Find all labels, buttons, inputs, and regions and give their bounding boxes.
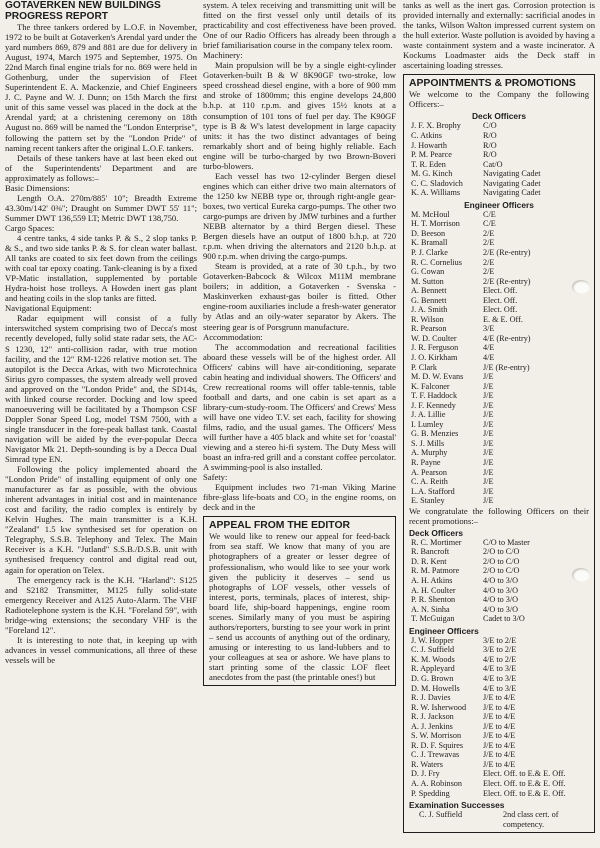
officer-rank: C/E [483, 209, 496, 219]
officer-name: P. R. Shenton [411, 595, 456, 605]
officer-name: P. J. Clarke [411, 247, 448, 257]
officer-rank: Navigating Cadet [483, 188, 541, 198]
promoted-deck-officers-table [409, 538, 530, 624]
basic-dimensions-label: Basic Dimensions: [5, 182, 70, 193]
officer-rank: 2/O to C/O [483, 556, 520, 566]
table-row [409, 439, 531, 449]
officer-rank: 4/E to 3/E [483, 673, 517, 683]
table-row [409, 150, 541, 160]
officer-rank: J/E [483, 419, 494, 429]
officer-rank: J/E to 4/E [483, 721, 516, 731]
officer-rank: Elect. Off. [483, 305, 518, 315]
table-row [409, 458, 531, 468]
table-row [409, 160, 541, 170]
officer-rank: 2/E [483, 267, 495, 277]
officer-name: J. F. Kennedy [411, 400, 456, 410]
examination-table [409, 810, 589, 829]
officer-rank: 2/E [483, 238, 495, 248]
table-row [409, 141, 541, 151]
officer-rank: 2/E [483, 228, 495, 238]
cargo-spaces-label: Cargo Spaces: [5, 222, 55, 233]
officer-rank: J/E [483, 391, 494, 401]
officer-rank: Navigating Cadet [483, 169, 541, 179]
officer-rank: 4/E (Re-entry) [483, 333, 531, 343]
officer-name: A. N. Sinha [411, 604, 450, 614]
welcome-text: We welcome to the Company the following Officers:– [409, 89, 589, 110]
officer-rank: Elect. Off. to E.& E. Off. [483, 788, 566, 798]
officer-name: J. A. Smith [411, 305, 448, 315]
table-row [409, 693, 565, 703]
officer-name: K. Falconer [411, 381, 450, 391]
officer-name: T. F. Haddock [411, 391, 458, 401]
officer-name: K. M. Woods [411, 654, 455, 664]
officer-rank: J/E [483, 458, 494, 468]
officer-rank: Elect. Off. to E.& E. Off. [483, 778, 566, 788]
officer-rank: J/E [483, 496, 494, 506]
table-row [409, 219, 531, 229]
deck-officers-table [409, 121, 541, 197]
officer-name: D. R. Kent [411, 556, 447, 566]
officer-rank: C/O to Master [483, 537, 530, 547]
appeal-text: We would like to renew our appeal for feed-back from sea staff. We know that many of you are photographers of a greater or lesser degree of professionalism, who would like to see your work given the publicity it deserves – send us photographs of LOF vessels, other vessels of interest, ports, terminals, places of interest, ship-board life, ship-board happenings, engine room scenes. Similarly many of you must be aspiring authors/reporters, bursting to see your work in print – send us accounts of anything out of the ordinary, amusing or interesting to us land-lubbers and to your colleagues at sea or ashore. We have plans to start printing some of the classic LOF fleet anecdotes from the past (the printable ones!) but [209, 531, 390, 683]
table-row [409, 334, 531, 344]
officer-rank: J/E [483, 486, 494, 496]
congratulations-text: We congratulate the following Officers on their recent promotions:– [409, 505, 589, 526]
officer-name: C. A. Reith [411, 477, 448, 487]
officer-name: R. Pearson [411, 324, 447, 334]
officer-name: D. J. Fry [411, 769, 440, 779]
table-row [409, 448, 531, 458]
officer-name: D. M. Howells [411, 683, 460, 693]
officer-rank: R/O [483, 130, 497, 140]
officer-name: D. Beeson [411, 228, 446, 238]
promoted-engineer-officers-table [409, 636, 565, 798]
officer-rank: 2/O to C/O [483, 547, 520, 557]
officer-name: R. C. Cornelius [411, 257, 462, 267]
officer-rank: J/E [483, 372, 494, 382]
deck-officers-label: Deck Officers [472, 111, 526, 122]
officer-rank: J/E [483, 448, 494, 458]
officer-rank: 4/O to 3/O [483, 595, 519, 605]
officer-name: S. W. Morrison [411, 731, 462, 741]
table-row [409, 229, 531, 239]
officer-name: T. R. Eden [411, 159, 446, 169]
officer-name: C. Atkins [411, 130, 442, 140]
officer-name: P. M. Pearce [411, 150, 452, 160]
table-row [409, 750, 565, 760]
officer-rank: Cat/O [483, 159, 503, 169]
officer-name: W. D. Coulter [411, 333, 457, 343]
officer-rank: J/E to 4/E [483, 693, 516, 703]
navigation-label: Navigational Equipment: [5, 303, 92, 314]
table-row [409, 487, 531, 497]
table-row [409, 410, 531, 420]
safety-label: Safety: [203, 472, 228, 483]
table-row [409, 188, 541, 198]
table-row [409, 353, 531, 363]
table-row [409, 547, 530, 557]
table-row [409, 121, 541, 131]
officer-name: C. J. Trewavas [411, 750, 460, 760]
table-row [409, 760, 565, 770]
navigation-paragraph-4: It is interesting to note that, in keeping up with advances in vessel communications, all three of these vessels will be [5, 634, 197, 665]
officer-rank: 3/E to 2/E [483, 635, 517, 645]
officer-rank: J/E to 4/E [483, 740, 516, 750]
officer-rank: J/E [483, 381, 494, 391]
navigation-paragraph-2: Following the policy implemented aboard the "London Pride" of installing equipment of only one manufacturer as far as possible, with the obvious inherent advantages in initial cost and in maintenance cost and facility, the radio complex is entirely by Kelvin Hughes. The main transmitter is a K.H. "Zealand" 1.5 kw synthesised set for operation on Telegraphy, S.S.B. Telephony and Telex. The Main Receiver is a K.H. "Jutland" S.S.B./D.S.B. unit with synthesised frequency control and digital read out, again for operation on Telex. [5, 464, 197, 575]
navigation-paragraph-1: Radar equipment will consist of a fully interswitched system comprising two of Decca's most recently developed, fully solid state radar sets, the AC-S 1230, 12" anti-collision radar, with true motion facility, and the 12" RM-1226 relative motion set. The autopilot is the Decca Arkas, with two Microtechnica Sirius gyro compasses, the system already well proved and approved on the "London Pride" and, the SD14s, with linked course recorder. Docking and low speed manoeuvering will be facilitated by a Thompson CSF Doppler Sonar Speed Log, model TSM 7500, with a single transducer in the fore-peak ballast tank. Coastal navigation will be aided by the ever-popular Decca Navigator Mk 21. Depth-sounding is by a Decca Dual Simrad type EN. [5, 313, 197, 465]
officer-name: R. W. Isherwood [411, 702, 467, 712]
officer-name: A. J. Jenkins [411, 721, 453, 731]
engineer-officers-label: Engineer Officers [464, 199, 534, 210]
officer-name: A. Bennett [411, 286, 447, 296]
officer-rank: Elect. Off. to E.& E. Off. [483, 769, 566, 779]
table-row [409, 557, 530, 567]
machinery-paragraph-1: Main propulsion will be by a single eight-cylinder Gotaverken-built B & W 8K90GF two-stroke, low speed crosshead diesel engine, with a bore of 900 mm and stroke of 1800mm; this engine develops 24,800 b.h.p. at 110 r.p.m. and gives 15½ knots at a consumption of 101 tons of fuel per day. The K90GF type is B & W's latest development in large capacity units: it has the two distinct advantages of being remarkably short and of being highly reliable. Each engine will be turbo-charged by two Brown-Boveri turbo-blowers. [203, 60, 396, 171]
officer-name: I. Lumley [411, 419, 444, 429]
cargo-spaces-text: 4 centre tanks, 4 side tanks P. & S., 2 slop tanks P. & S., and two side tanks P. & S. for clean water ballast. All tanks are coated to six feet down from the ceilings with coal tar epoxy coating. Tank-cleaning is by a fixed VP-Matic installation, supplemented by portable Hydra-hoist hose trolleys. A Howden inert gas plant and heating coils in the slop tanks are fitted. [5, 232, 197, 304]
table-row [409, 343, 531, 353]
table-row [409, 605, 530, 615]
officer-rank: J/E [483, 477, 494, 487]
table-row [409, 420, 531, 430]
officer-name: R. J. Davies [411, 693, 451, 703]
table-row [409, 684, 565, 694]
promoted-engineer-officers-label: Engineer Officers [409, 625, 479, 636]
officer-rank: 4/E to 3/E [483, 664, 517, 674]
table-row [409, 468, 531, 478]
table-row [409, 258, 531, 268]
officer-name: K. A. Williams [411, 188, 461, 198]
table-row [409, 169, 541, 179]
telex-paragraph: system. A telex receiving and transmitting unit will be fitted on the first vessel only until details of its practicability and cost effectiveness have been proved. One of our Radio Officers has already been through a brief familiarisation course in the company telex room. [203, 0, 396, 51]
officer-rank: 2/O to C/O [483, 566, 520, 576]
table-row [409, 248, 531, 258]
officer-name: A. H. Coulter [411, 585, 456, 595]
table-row [409, 305, 531, 315]
officer-rank: 4/O to 3/O [483, 585, 519, 595]
officer-name: R. M. Patmore [411, 566, 460, 576]
officer-name: M. D. W. Evans [411, 372, 464, 382]
officer-rank: J/E to 4/E [483, 702, 516, 712]
officer-name: R. Bancroft [411, 547, 450, 557]
table-row [409, 363, 531, 373]
table-row [409, 391, 531, 401]
officer-name: R. D. F. Squires [411, 740, 464, 750]
table-row [409, 401, 531, 411]
table-row [409, 477, 531, 487]
officer-name: R. Wilson [411, 314, 444, 324]
basic-dimensions-text: Length O.A. 270m/885' 10"; Breadth Extreme 43.30m/142' 0⅜"; Draught on Summer DWT 55' 11"; Summer DWT 136,559 LT; Metric DWT 138,750. [5, 192, 197, 223]
officer-name: L.A. Stafford [411, 486, 455, 496]
officer-rank: J/E [483, 438, 494, 448]
table-row [409, 722, 565, 732]
officer-rank: J/E to 4/E [483, 759, 516, 769]
officer-rank: Navigating Cadet [483, 178, 541, 188]
officer-rank: 4/E to 3/E [483, 683, 517, 693]
table-row [409, 210, 531, 220]
officer-name: R. Payne [411, 458, 441, 468]
binder-hole-mark [572, 568, 590, 582]
article-heading: GOTAVERKEN NEW BUILDINGS PROGRESS REPORT [5, 0, 161, 22]
table-row [409, 267, 531, 277]
table-row [409, 315, 531, 325]
officer-name: J. Howarth [411, 140, 447, 150]
officer-rank: J/E (Re-entry) [483, 362, 530, 372]
table-row [409, 586, 530, 596]
officer-rank: J/E to 4/E [483, 731, 516, 741]
officer-name: J. O. Kirkham [411, 353, 458, 362]
officer-rank: Cadet to 3/O [483, 614, 525, 624]
officer-name: J. R. Ferguson [411, 343, 459, 353]
table-row [409, 810, 589, 829]
officer-rank: 4/E [483, 353, 495, 362]
officer-rank: 4/E [483, 343, 495, 353]
column-middle [203, 0, 396, 848]
engineer-officers-table [409, 210, 531, 506]
table-row [409, 296, 531, 306]
appeal-heading: APPEAL FROM THE EDITOR [209, 520, 351, 532]
promoted-deck-officers-label: Deck Officers [409, 527, 463, 538]
officer-rank: 2/E [483, 257, 495, 267]
table-row [409, 496, 531, 506]
officer-name: P. Clark [411, 362, 437, 372]
officer-rank: 3/E [483, 324, 495, 334]
officer-name: M. McHoul [411, 209, 450, 219]
binder-hole-mark [572, 280, 590, 294]
officer-rank: J/E to 4/E [483, 750, 516, 760]
intro-paragraph-2: Details of these tankers have at last been eked out of the Superintendents' Department and are approximately as follows:– [5, 152, 197, 183]
officer-rank: 2/E (Re-entry) [483, 276, 531, 286]
officer-name: C. C. Sladovich [411, 178, 463, 188]
table-row [409, 769, 565, 779]
column-right [403, 0, 595, 848]
officer-name: T. McGuigan [411, 614, 455, 624]
officer-rank: E. & E. Off. [483, 314, 523, 324]
exam-result: 2nd class cert. of competency. [503, 810, 559, 829]
officer-name: R. J. Jackson [411, 712, 454, 722]
intro-paragraph: The three tankers ordered by L.O.F. in November, 1972 to be built at Gotaverken's Arendal yard under the yard numbers 869, 879 and 881 are due for delivery in August, 1974, March 1975 and September, 1975. On 22nd March final engine trials for no. 869 were held in Gothenburg, under the supervision of Fleet Superintendent E. A. Mackenzie, and Chief Engineers J. C. Payne and W. J. Dunn; on 15th March the first unit of this same vessel was placed in the dock at the Arendal yard; at a christening ceremony on 18th August no. 869 will be named the "London Enterprise", following the pattern set by the "London Pride" of naming recent tankers after the original L.O.F. tankers. [5, 22, 197, 153]
officer-name: S. J. Mills [411, 438, 445, 448]
officer-name: J. A. Lillie [411, 410, 446, 420]
officer-rank: 4/E to 2/E [483, 654, 517, 664]
appointments-heading: APPOINTMENTS & PROMOTIONS [409, 78, 576, 90]
officer-name: R. Waters [411, 759, 443, 769]
officer-name: M. Sutton [411, 276, 444, 286]
appointments-box [403, 74, 595, 833]
officer-name: H. T. Morrison [411, 219, 460, 229]
officer-rank: 4/O to 3/O [483, 576, 519, 586]
table-row [409, 595, 530, 605]
officer-rank: Elect. Off. [483, 295, 518, 305]
officer-name: P. Spedding [411, 788, 450, 798]
table-row [409, 324, 531, 334]
officer-name: C. J. Suffield [411, 645, 455, 655]
officer-rank: 3/E to 2/E [483, 645, 517, 655]
table-row [409, 703, 565, 713]
officer-name: A. H. Atkins [411, 576, 453, 586]
machinery-paragraph-3: Steam is provided, at a rate of 30 t.p.h., by two Gotaverken-Babcock & Wilcox M11M membrane boilers; in addition, a Gotaverken - Svenska - Maskinverken exhaust-gas boiler is fitted. Other engine-room auxiliaries include a fresh-water generator by Atlas and an oily-water separator by Akers. The steering gear is of Porsgrunn manufacture. [203, 261, 396, 332]
officer-name: J. F. X. Brophy [411, 121, 461, 131]
table-row [409, 741, 565, 751]
officer-rank: Elect. Off. [483, 286, 518, 296]
table-row [409, 382, 531, 392]
officer-name: R. C. Mortimer [411, 537, 462, 547]
officer-name: J. W. Hopper [411, 635, 454, 645]
officer-name: G. B. Menzies [411, 429, 459, 439]
safety-continued-paragraph: tanks as well as the inert gas. Corrosion protection is provided internally and externally: sacrificial anodes in the tanks, Wilson Walton impressed current system on the hull exterior. Waste pollution is avoided by having a waste containment system and a waste incinerator. A Kockums Loadmaster aids the Deck staff in ascertaining loading stresses. [403, 0, 595, 71]
examination-successes-label: Examination Successes [409, 800, 505, 811]
accommodation-paragraph: The accommodation and recreational facilities aboard these vessels will be of the highest order. All Officers' cabins will have air-conditioning, separate cabin heating and individual showers. The Officers' and Crew recreational rooms will offer table-tennis, table football and darts, and one cabin is set apart as a library-cum-study-room. The Officers' and Crews' Mess will have one video T.V. set each, facility for showing films, radio, and the usual games. The Officers' Mess will further have a 405 black and white set for 'coastal' viewing and a stereo hi-fi system. The Duty Mess will boast an infra-red grill and a constant coffee percolator. A swimming-pool is also installed. [203, 341, 396, 473]
table-row [409, 131, 541, 141]
officer-name: A. Pearson [411, 467, 447, 477]
machinery-label: Machinery: [203, 50, 243, 61]
officer-name: R. Appleyard [411, 664, 455, 674]
safety-paragraph: Equipment includes two 71-man Viking Marine fibre-glass life-boats and CO₂ in the engine rooms, on deck and in the [203, 482, 396, 513]
table-row [409, 179, 541, 189]
officer-rank: R/O [483, 150, 497, 160]
officer-name: K. Bramall [411, 238, 448, 248]
table-row [409, 238, 531, 248]
officer-rank: J/E [483, 429, 494, 439]
officer-rank: J/E to 4/E [483, 712, 516, 722]
machinery-paragraph-2: Each vessel has two 12-cylinder Bergen diesel engines which can either drive two main alternators of the 1250 kw NEBB type or, through right-angle gear-boxes, two vertical Eureka cargo-pumps. The other two cargo-pumps are driven by JMW turbines and a further NEBB alternator by a third Bergen diesel. These Bergen diesels have an output of 1800 b.h.p. at 720 r.p.m. when driving the alternators and 2120 b.h.p. at 900 r.p.m. when driving the cargo-pumps. [203, 170, 396, 262]
table-row [409, 614, 530, 624]
officer-name: E. Stanley [411, 496, 445, 506]
officer-name: M. G. Kinch [411, 169, 453, 179]
table-row [409, 566, 530, 576]
officer-name: G. Bennett [411, 295, 447, 305]
table-row [409, 655, 565, 665]
exam-officer-name: C. J. Suffield [419, 810, 463, 820]
table-row [409, 372, 531, 382]
table-row [409, 636, 565, 646]
officer-rank: J/E [483, 400, 494, 410]
table-row [409, 429, 531, 439]
table-row [409, 645, 565, 655]
officer-rank: 2/E (Re-entry) [483, 247, 531, 257]
table-row [409, 538, 530, 548]
table-row [409, 731, 565, 741]
table-row [409, 286, 531, 296]
officer-rank: J/E [483, 467, 494, 477]
officer-rank: C/E [483, 219, 496, 229]
table-row [409, 712, 565, 722]
officer-rank: J/E [483, 410, 494, 420]
officer-name: A. A. Robinson [411, 778, 462, 788]
officer-rank: R/O [483, 140, 497, 150]
editor-appeal-box [203, 516, 396, 686]
officer-rank: 4/O to 3/O [483, 604, 519, 614]
table-row [409, 664, 565, 674]
navigation-paragraph-3: The emergency rack is the K.H. "Harland": S125 and S2182 Transmitter, M125 fully solid-state emergency Receiver and A125 Auto-Alarm. The VHF Radiotelephone system is the K.H. "Foreland 59", with bridge-wing extensions; the secondary VHF is the "Foreland 12". [5, 574, 197, 635]
officer-name: D. G. Brown [411, 673, 454, 683]
table-row [409, 674, 565, 684]
table-row [409, 789, 565, 799]
officer-rank: C/O [483, 121, 497, 131]
table-row [409, 779, 565, 789]
officer-name: G. Cowan [411, 267, 445, 277]
table-row [409, 277, 531, 287]
column-left [5, 0, 197, 848]
accommodation-label: Accommodation: [203, 331, 263, 342]
officer-name: A. Murphy [411, 448, 448, 458]
table-row [409, 576, 530, 586]
